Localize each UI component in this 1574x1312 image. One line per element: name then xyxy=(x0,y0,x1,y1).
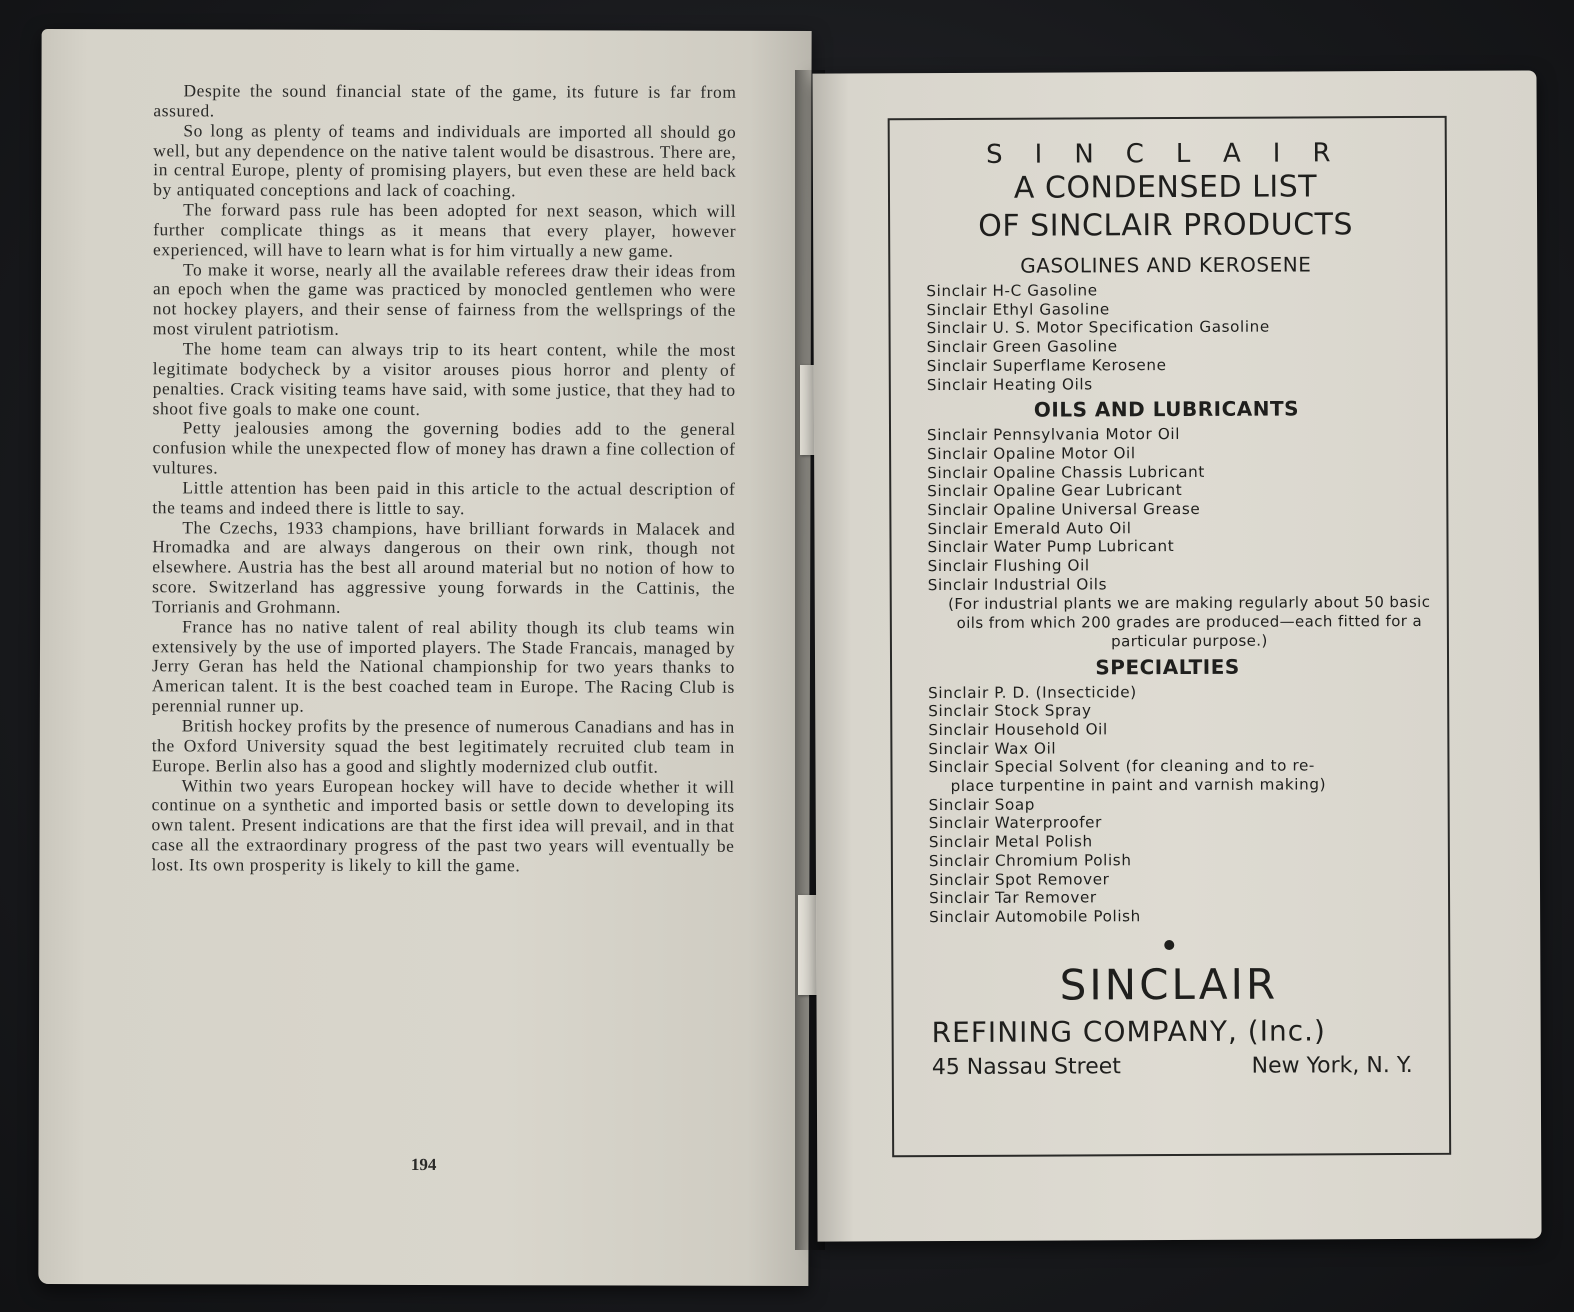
list-item: Sinclair Household Oil xyxy=(928,720,1108,740)
left-page xyxy=(38,29,811,1286)
sinclair-advertisement xyxy=(888,116,1447,1080)
list-item: Sinclair Wax Oil xyxy=(928,739,1057,758)
paragraph: The home team can always trip to its heart content, while the most legitimate bodycheck by a visitor arouses pious horror and plenty of penalties. Crack visiting teams have said, with some justice, that they had to shoot five goals to make one count. xyxy=(152,338,736,419)
section-title: SPECIALTIES xyxy=(1095,654,1240,679)
industrial-note: (For industrial plants we are making regularly about 50 basic oils from which 200 grades are produced—each fitted for a particular purpose.) xyxy=(948,592,1431,650)
list-item: Sinclair Tar Remover xyxy=(929,888,1097,908)
right-page xyxy=(812,70,1541,1241)
list-item: Sinclair Ethyl Gasoline xyxy=(926,299,1110,319)
list-item: Sinclair Emerald Auto Oil xyxy=(927,518,1132,538)
paragraph: The Czechs, 1933 champions, have brilliant forwards in Malacek and Hromadka and are always dangerous on their own rink, though not elsewhere. Austria has the best all around material but no notion of how to score. Switzerland has aggressive young forwards in the Cattinis, the Torrianis and Grohmann. xyxy=(152,516,736,617)
list-item: Sinclair Opaline Universal Grease xyxy=(927,499,1201,520)
street-address: 45 Nassau Street xyxy=(931,1053,1121,1080)
city: New York, N. Y. xyxy=(1251,1052,1413,1079)
page-number: 194 xyxy=(410,1154,437,1175)
list-item: Sinclair Pennsylvania Motor Oil xyxy=(926,425,1181,445)
paragraph: Within two years European hockey will have to decide whether it will continue on a synthetic and imported basis or settle down to developing its own talent. Present indications are that the first idea will prevail, and in that case all the extraordinary progress of the past two years will eventually be lost. Its own prosperity is likely to kill the game. xyxy=(151,774,735,876)
paragraph: To make it worse, nearly all the available referees draw their ideas from an epoch when the game was practiced by monocled gentlemen who were not hockey players, and their sense of fairness from the wellsprings of the most virulent patriotism. xyxy=(152,258,737,339)
paragraph: So long as plenty of teams and individuals are imported all should go well, but any dependence on the native talent would be disastrous. There are, in central Europe, plenty of promising players, but even these are held back by antiquated conceptions and lack of coaching. xyxy=(153,120,737,201)
company-address xyxy=(892,1053,1447,1080)
brand-spaced: SINCLAIR xyxy=(986,138,1363,170)
list-item: Sinclair Metal Polish xyxy=(928,832,1093,852)
list-item: Sinclair Stock Spray xyxy=(928,701,1092,721)
list-item: Sinclair Soap xyxy=(928,795,1036,814)
paragraph: Despite the sound financial state of the game, its future is far from assured. xyxy=(153,80,737,121)
section-title: OILS AND LUBRICANTS xyxy=(1033,396,1300,422)
list-item: Sinclair Industrial Oils xyxy=(927,575,1108,594)
list-item: Sinclair Heating Oils xyxy=(926,374,1093,394)
list-item: Sinclair Opaline Motor Oil xyxy=(927,444,1136,464)
paragraph: France has no native talent of real ability though its club teams win extensively by the use of imported players. The Stade Francais, managed by Jerry Geran has held the National championship for two years thanks to American talent. It is the best coached team in Europe. The Racing Club is perennial runner up. xyxy=(151,616,736,716)
list-item: Sinclair Automobile Polish xyxy=(929,907,1141,927)
list-item: Sinclair P. D. (Insecticide) xyxy=(928,682,1137,702)
paragraph: The forward pass rule has been adopted for next season, which will further complicate things as it means that every player, however experienced, will have to learn what is for him virtually a new game. xyxy=(153,199,737,261)
list-item: Sinclair Chromium Polish xyxy=(928,851,1132,870)
list-item-continuation xyxy=(929,775,1446,796)
list-item: Sinclair Green Gasoline xyxy=(926,337,1118,357)
ad-heading: A CONDENSED LIST xyxy=(1013,169,1318,206)
list-item: Sinclair Flushing Oil xyxy=(927,556,1090,576)
product-list xyxy=(888,280,1443,395)
list-item: Sinclair Waterproofer xyxy=(928,813,1102,833)
article-text xyxy=(151,81,736,876)
paragraph: British hockey profits by the presence of numerous Canadians and has in the Oxford University squad the best legitimately recruited club team in Europe. Berlin also has a good and slightly modernized club outfit. xyxy=(151,715,735,777)
continuation-text: place turpentine in paint and varnish making) xyxy=(950,775,1327,796)
bullet-dot-icon xyxy=(1164,940,1174,950)
product-list xyxy=(890,681,1446,927)
list-item: Sinclair Special Solvent (for cleaning and to re- xyxy=(928,756,1316,777)
list-item: Sinclair Opaline Chassis Lubricant xyxy=(927,462,1205,482)
ad-heading: OF SINCLAIR PRODUCTS xyxy=(978,207,1354,244)
list-item: Sinclair U. S. Motor Specification Gasoline xyxy=(926,317,1270,338)
list-item: Sinclair Superflame Kerosene xyxy=(926,355,1167,375)
section-title: GASOLINES AND KEROSENE xyxy=(1020,252,1312,278)
list-item: Sinclair Opaline Gear Lubricant xyxy=(927,481,1183,501)
list-item: Sinclair Water Pump Lubricant xyxy=(927,537,1175,557)
company-name: REFINING COMPANY, (Inc.) xyxy=(931,1014,1326,1049)
paragraph: Little attention has been paid in this article to the actual description of the teams and indeed there is little to say. xyxy=(152,477,736,518)
paragraph: Petty jealousies among the governing bodies add to the general confusion while the unexpected flow of money has drawn a fine collection of vultures. xyxy=(152,417,736,478)
list-item: Sinclair H-C Gasoline xyxy=(926,281,1098,301)
product-list xyxy=(889,424,1445,595)
list-item: Sinclair Spot Remover xyxy=(928,869,1110,889)
brand-name: SINCLAIR xyxy=(1059,959,1279,1010)
